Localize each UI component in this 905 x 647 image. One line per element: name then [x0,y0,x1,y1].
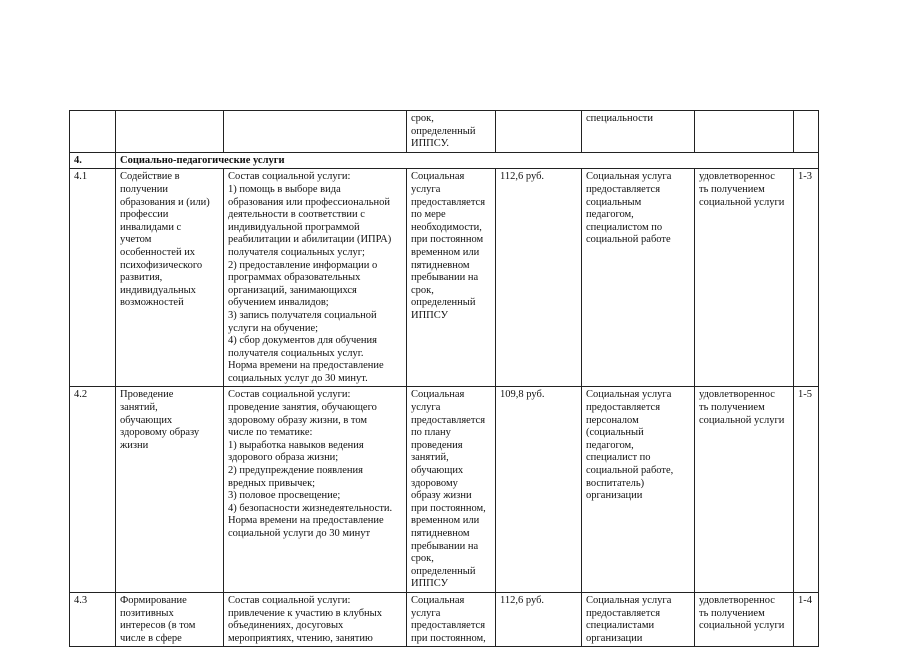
cell-provider: Социальная услуга предоставляется персоналом (социальный педагогом, специалист по социальной работе, воспитатель) организации [582,387,695,593]
continuation-row [70,111,819,153]
cell-quality: удовлетвореннос ть получением социальной услуги [695,387,794,593]
cell-number [70,111,116,153]
cell-terms: срок, определенный ИППСУ. [407,111,496,153]
cell-score [794,111,819,153]
cell-name: Содействие в получении образования и (или) профессии инвалидами с учетом особенностей их психофизического развития, индивидуальных возможностей [116,169,224,387]
cell-terms: Социальная услуга предоставляется по плану проведения занятий, обучающих здоровому образу жизни при постоянном, временном или пятидневном пребывании на срок, определенный ИППСУ [407,387,496,593]
cell-score: 1-4 [794,592,819,646]
cell-price: 112,6 руб. [496,169,582,387]
cell-name: Проведение занятий, обучающих здоровому образу жизни [116,387,224,593]
cell-composition: Состав социальной услуги: проведение занятия, обучающего здоровому образу жизни, в том числе по тематике: 1) выработка навыков ведения здорового образа жизни; 2) предупреждение появления вредных привычек; 3) половое просвещение; 4) безопасности жизнедеятельности. Норма времени на предоставление социальной услуги до 30 минут [224,387,407,593]
cell-composition: Состав социальной услуги: 1) помощь в выборе вида образования или профессиональной деятельности в соответствии с индивидуальной программой реабилитации и абилитации (ИПРА) получателя социальных услуг; 2) предоставление информации о программах образовательных организаций, занимающихся обучением инвалидов; 3) запись получателя социальной услуги на обучение; 4) сбор документов для обучения получателя социальных услуг. Норма времени на предоставление социальных услуг до 30 минут. [224,169,407,387]
services-table [69,110,819,647]
cell-quality [695,111,794,153]
cell-quality: удовлетвореннос ть получением социальной услуги [695,592,794,646]
cell-score: 1-3 [794,169,819,387]
cell-composition: Состав социальной услуги: привлечение к участию в клубных объединениях, досуговых мероприятиях, чтению, занятию [224,592,407,646]
table-row [70,592,819,646]
table-row [70,387,819,593]
cell-provider: Социальная услуга предоставляется специалистами организации [582,592,695,646]
cell-number: 4.3 [70,592,116,646]
cell-price: 109,8 руб. [496,387,582,593]
cell-terms: Социальная услуга предоставляется при постоянном, [407,592,496,646]
section-number: 4. [70,152,116,169]
cell-composition [224,111,407,153]
cell-name [116,111,224,153]
cell-number: 4.2 [70,387,116,593]
table-row [70,169,819,387]
section-row [70,152,819,169]
section-title: Социально-педагогические услуги [116,152,819,169]
cell-provider: Социальная услуга предоставляется социальным педагогом, специалистом по социальной работе [582,169,695,387]
cell-number: 4.1 [70,169,116,387]
cell-name: Формирование позитивных интересов (в том числе в сфере [116,592,224,646]
cell-price [496,111,582,153]
cell-quality: удовлетвореннос ть получением социальной услуги [695,169,794,387]
cell-provider: специальности [582,111,695,153]
cell-terms: Социальная услуга предоставляется по мере необходимости, при постоянном временном или пятидневном пребывании на срок, определенный ИППСУ [407,169,496,387]
cell-price: 112,6 руб. [496,592,582,646]
cell-score: 1-5 [794,387,819,593]
